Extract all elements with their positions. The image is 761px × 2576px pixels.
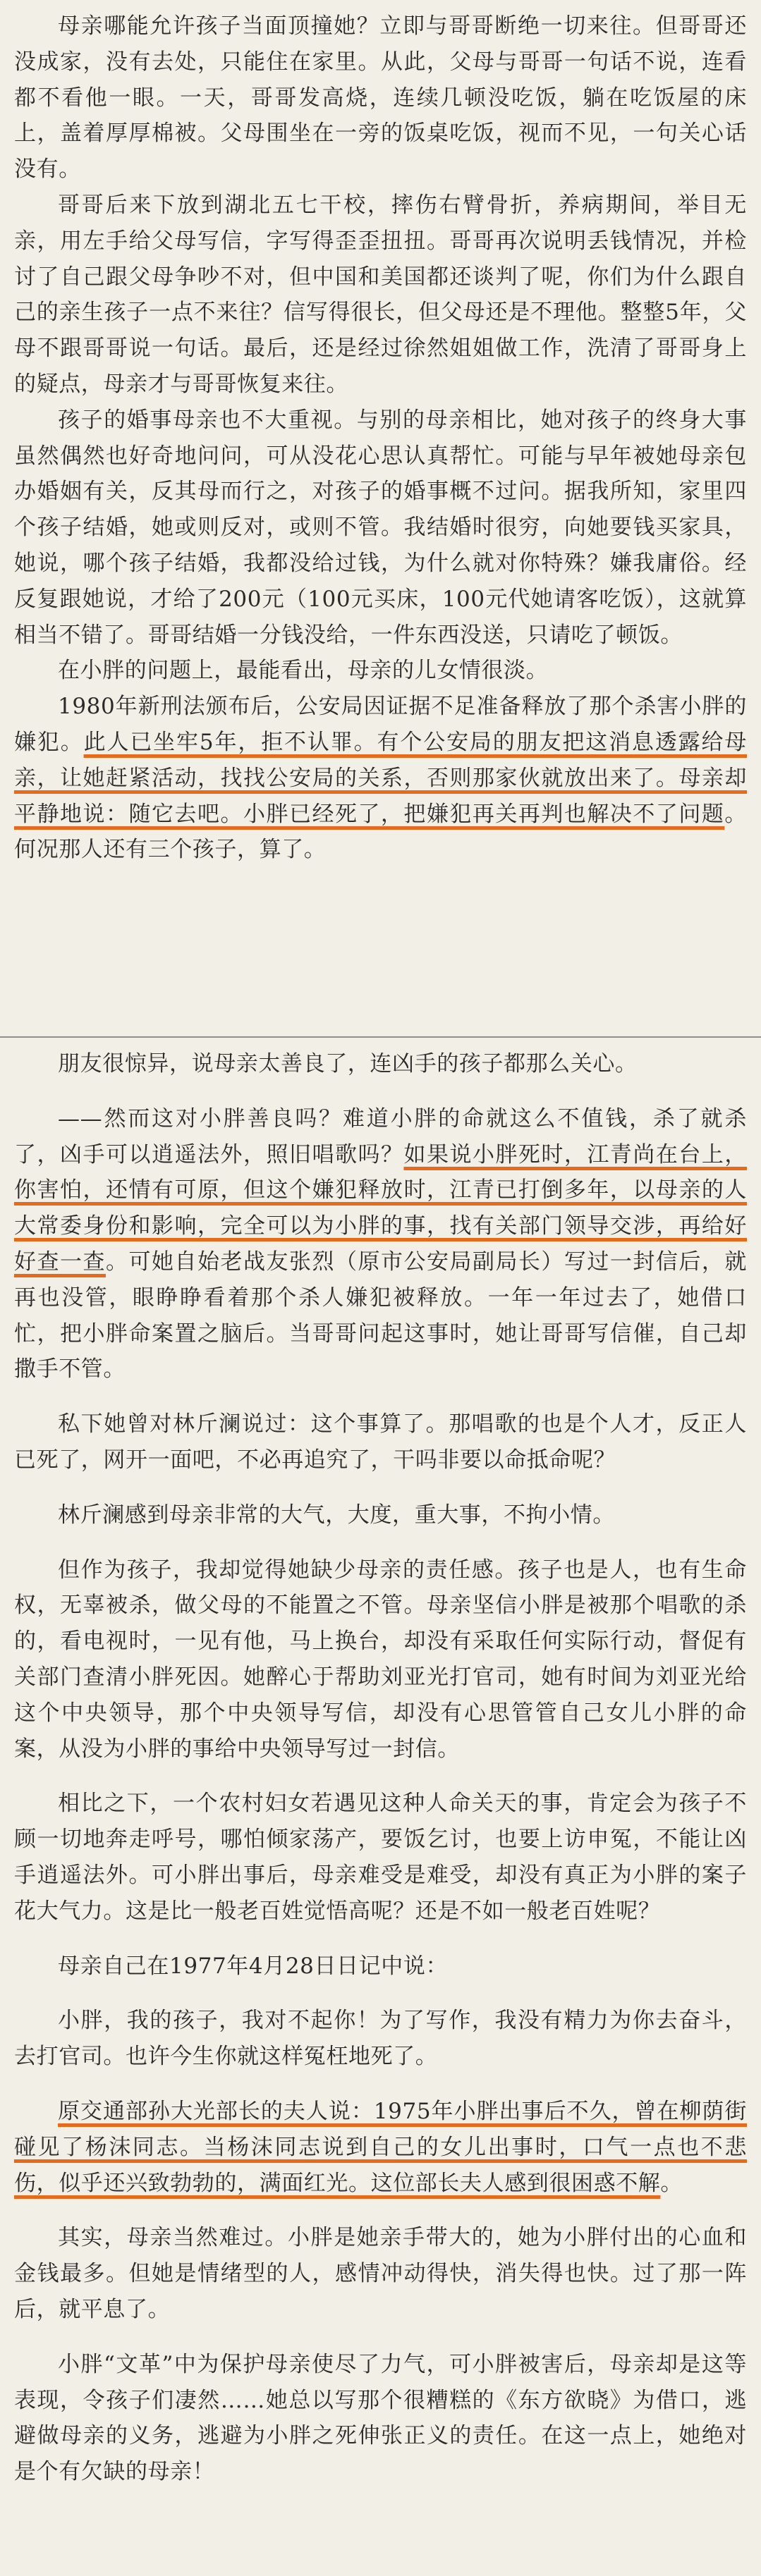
paragraph-conclusion: 小胖“文革”中为保护母亲使尽了力气，可小胖被害后，母亲却是这等表现，令孩子们凄然……她总以写那个很糟糕的《东方欲晓》为借口，逃避做母亲的义务，逃避为小胖之死伸张正义的责任。在这一点上，她绝对是个有欠缺的母亲！ — [14, 2351, 747, 2485]
paragraph-diary-intro: 母亲自己在1977年4月28日日记中说： — [58, 1953, 449, 1979]
paragraph-letters-from-cadre-school: 哥哥后来下放到湖北五七干校，摔伤右臂骨折，养病期间，举目无亲，用左手给父母写信，字写得歪歪扭扭。哥哥再次说明丢钱情况，并检讨了自己跟父母争吵不对，但中国和美国都还谈判了呢，你们为什么跟自己的亲生孩子一点不来往？信写得很长，但父母还是不理他。整整5年，父母不跟哥哥说一句话。最后，还是经过徐然姐姐做工作，洗清了哥哥身上的疑点，母亲才与哥哥恢复来往。 — [14, 192, 747, 397]
paragraph-rural-woman-comparison: 相比之下，一个农村妇女若遇见这种人命关天的事，肯定会为孩子不顾一切地奔走呼号，哪怕倾家荡产，要饭乞讨，也要上访申冤，不能让凶手逍遥法外。可小胖出事后，母亲难受是难受，却没有真正为小胖的案子花大气力。这是比一般老百姓觉悟高呢？还是不如一般老百姓呢？ — [14, 1791, 747, 1924]
minister-wife-tail: 。 — [660, 2170, 683, 2196]
letter-to-zhang-lie: 。可她自始老战友张烈（原市公安局副局长）写过一封信后，就再也没管，眼睁睁看着那个杀人嫌犯被释放。一年一年过去了，她借口忙，把小胖命案置之脑后。当哥哥问起这事时，她让哥哥写信催，自己却撒手不管。 — [14, 1249, 748, 1382]
paragraph-friend-surprised: 朋友很惊异，说母亲太善良了，连凶手的孩子都那么关心。 — [58, 1051, 638, 1077]
paragraph-minister-wife — [14, 2094, 747, 2201]
paragraph-children-marriages: 孩子的婚事母亲也不大重视。与别的母亲相比，她对孩子的终身大事虽然偶然也好奇地问问，可从没花心思认真帮忙。可能与早年被她母亲包办婚姻有关，反其母而行之，对孩子的婚事概不过问。据我所知，家里四个孩子结婚，她或则反对，或则不管。我结婚时很穷，向她要钱买家具，她说，哪个孩子结婚，我都没给过钱，为什么就对你特殊？嫌我庸俗。经反复跟她说，才给了200元（100元买床，100元代她请客吃饭），这就算相当不错了。哥哥结婚一分钱没给，一件东西没送，只请吃了顿饭。 — [14, 407, 747, 648]
paragraph-suspect-release — [14, 689, 747, 868]
highlighted-passage: 如果说小胖死时，江青尚在台上，你害怕，还情有可原，但这个嫌犯释放时，江青已打倒多年，以母亲的人大常委身份和影响，完全可以为小胖的事，找有关部门领导交涉，再给好好查一查 — [14, 1141, 748, 1275]
paragraph-said-to-lin-jinlan: 私下她曾对林斤澜说过：这个事算了。那唱歌的也是个人才，反正人已死了，网开一面吧，不必再追究了，干吗非要以命抵命呢？ — [14, 1411, 747, 1473]
paragraph-mother-grieved: 其实，母亲当然难过。小胖是她亲手带大的，她为小胖付出的心血和金钱最多。但她是情绪型的人，感情冲动得快，消失得也快。过了那一阵后，就平息了。 — [14, 2225, 747, 2322]
rhetorical-question: ——然而这对小胖善良吗？难道小胖的命就这么不值钱，杀了就杀了，凶手可以逍遥法外，照旧唱歌吗？ — [14, 1105, 747, 1167]
excerpt-panel-bottom — [0, 1036, 761, 2576]
paragraph-lin-jinlan-view: 林斤澜感到母亲非常的大气，大度，重大事，不拘小情。 — [58, 1502, 615, 1528]
highlighted-passage: 原交通部孙大光部长的夫人说：1975年小胖出事后不久，曾在柳荫街碰见了杨沫同志。当杨沫同志说到自己的女儿出事时，口气一点也不悲伤，似乎还兴致勃勃的，满面红光。这位部长夫人感到很困惑不解 — [14, 2098, 747, 2196]
paragraph-diary-quote: 小胖，我的孩子，我对不起你！为了写作，我没有精力为你去奋斗，去打官司。也许今生你就这样冤枉地死了。 — [14, 2008, 747, 2070]
paragraph-is-this-kind — [14, 1101, 747, 1387]
highlighted-passage: 此人已坐牢5年，拒不认罪。有个公安局的朋友把这消息透露给母亲，让她赶紧活动，找找公安局的关系，否则那家伙就放出来了。母亲却平静地说：随它去吧。小胖已经死了，把嫌犯再关再判也解决不了问题 — [14, 729, 747, 827]
excerpt-panel-top — [0, 0, 761, 1036]
paragraph-lack-of-responsibility: 但作为孩子，我却觉得她缺少母亲的责任感。孩子也是人，也有生命权，无辜被杀，做父母的不能置之不管。母亲坚信小胖是被那个唱歌的杀的，看电视时，一见有他，马上换台，却没有采取任何实际行动，督促有关部门查清小胖死因。她醉心于帮助刘亚光打官司，她有时间为刘亚光给这个中央领导，那个中央领导写信，却没有心思管管自己女儿小胖的命案，从没为小胖的事给中央领导写过一封信。 — [14, 1557, 747, 1762]
suspect-release-text: 1980年新刑法颁布后，公安局因证据不足准备释放了那个杀害小胖的嫌犯。 — [14, 694, 747, 755]
paragraph-disowning-brother: 母亲哪能允许孩子当面顶撞她？立即与哥哥断绝一切来往。但哥哥还没成家，没有去处，只能住在家里。从此，父母与哥哥一句话不说，连看都不看他一眼。一天，哥哥发高烧，连续几顿没吃饭，躺在吃饭屋的床上，盖着厚厚棉被。父母围坐在一旁的饭桌吃饭，视而不见，一句关心话没有。 — [14, 13, 747, 183]
paragraph-xiaopang-issue: 在小胖的问题上，最能看出，母亲的儿女情很淡。 — [58, 658, 549, 684]
suspect-release-tail: 。何况那人还有三个孩子，算了。 — [14, 801, 747, 863]
